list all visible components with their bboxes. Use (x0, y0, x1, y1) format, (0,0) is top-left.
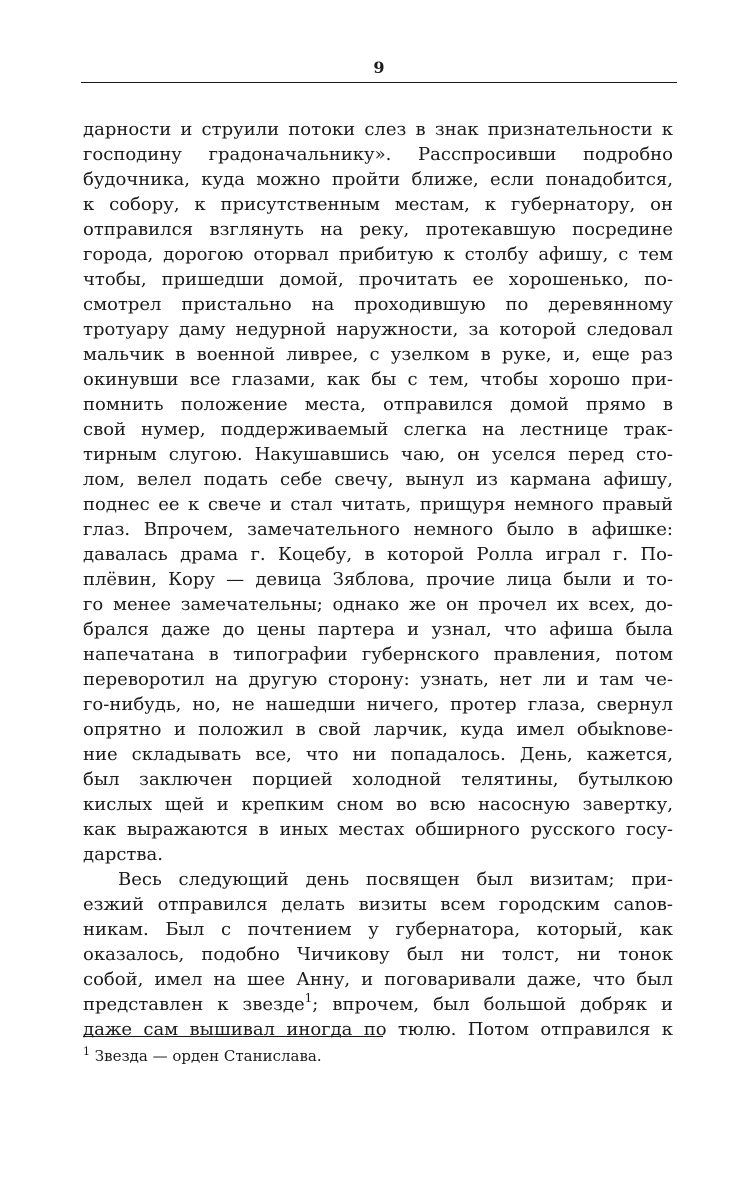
text-line: господину градоначальнику». Расспросивши подробно (83, 144, 673, 165)
text-line: поднес ее к свече и стал читать, прищуря немного правый (83, 494, 673, 515)
text-line: тротуару даму недурной наружности, за которой следовал (83, 319, 673, 340)
text-line: никам. Был с почтением у губернатора, который, как (83, 919, 673, 940)
page-header (81, 54, 677, 83)
text-line: будочника, куда можно пройти ближе, если понадобится, (83, 169, 673, 190)
text-line: переворотил на другую сторону: узнать, нет ли и там че- (83, 669, 673, 690)
text-line: помнить положение места, отправился домой прямо в (83, 394, 673, 415)
text-line: окинувши все глазами, как бы с тем, чтобы хорошо при- (83, 369, 673, 390)
footnote-divider (83, 1036, 383, 1037)
text-line: собой, имел на шее Анну, и поговаривали даже, что был (83, 969, 673, 990)
text-line: дарства. (83, 844, 163, 865)
text-line: дарности и струили потоки слез в знак признательности к (83, 119, 673, 140)
text-line: города, дорогою оторвал прибитую к столбу афишу, с тем (83, 244, 673, 265)
text-line: чтобы, пришедши домой, прочитать ее хорошенько, по- (83, 269, 673, 290)
text-line: мальчик в военной ливрее, с узелком в руке, и, еще раз (83, 344, 673, 365)
text-line-with-footnote (83, 992, 673, 1017)
text-line: лом, велел подать себе свечу, вынул из кармана афишу, (83, 469, 673, 490)
page-number: 9 (373, 58, 385, 77)
body-text (83, 117, 673, 1042)
text-line: давалась драма г. Коцебу, в которой Ролла играл г. По- (83, 544, 673, 565)
text-line: напечатана в типографии губернского правления, потом (83, 644, 673, 665)
text-line: ние складывать все, что ни попадалось. День, кажется, (83, 744, 673, 765)
footnote-reference[interactable]: 1 (304, 991, 313, 1005)
text-line: Весь следующий день посвящен был визитам; при- (118, 869, 673, 890)
text-line: кислых щей и крепким сном во всю насосную завертку, (83, 794, 673, 815)
text-segment: ; впрочем, был большой добряк и (312, 994, 673, 1015)
text-line: как выражаются в иных местах обширного русского госу- (83, 819, 673, 840)
text-line: отправился взглянуть на реку, протекавшую посредине (83, 219, 673, 240)
text-line: оказалось, подобно Чичикову был ни толст, ни тонок (83, 944, 673, 965)
text-line: го-нибудь, но, не нашедши ничего, протер глаза, свернул (83, 694, 673, 715)
text-line: го менее замечательны; однако же он прочел их всех, до- (83, 594, 673, 615)
text-line: езжий отправился делать визиты всем городским сanов- (83, 894, 673, 915)
text-segment: представлен к звезде (83, 994, 305, 1015)
text-line: был заключен порцией холодной телятины, бутылкою (83, 769, 673, 790)
text-line: плёвин, Кору — девица Зяблова, прочие лица были и то- (83, 569, 673, 590)
text-line: глаз. Впрочем, замечательного немного было в афишке: (83, 519, 673, 540)
footnote-mark: 1 (83, 1045, 90, 1058)
footnote (83, 1045, 673, 1069)
text-line: опрятно и положил в свой ларчик, куда имел обыknове- (83, 719, 673, 740)
text-line: к собору, к присутственным местам, к губернатору, он (83, 194, 673, 215)
text-line: тирным слугою. Накушавшись чаю, он уселся перед сто- (83, 444, 673, 465)
text-line: смотрел пристально на проходившую по деревянному (83, 294, 673, 315)
text-line: даже сам вышивал иногда по тюлю. Потом отправился к (83, 1019, 673, 1040)
footnote-text: Звезда — орден Станислава. (94, 1047, 322, 1065)
text-line: брался даже до цены партера и узнал, что афиша была (83, 619, 673, 640)
text-line: свой нумер, поддерживаемый слегка на лестнице трак- (83, 419, 673, 440)
